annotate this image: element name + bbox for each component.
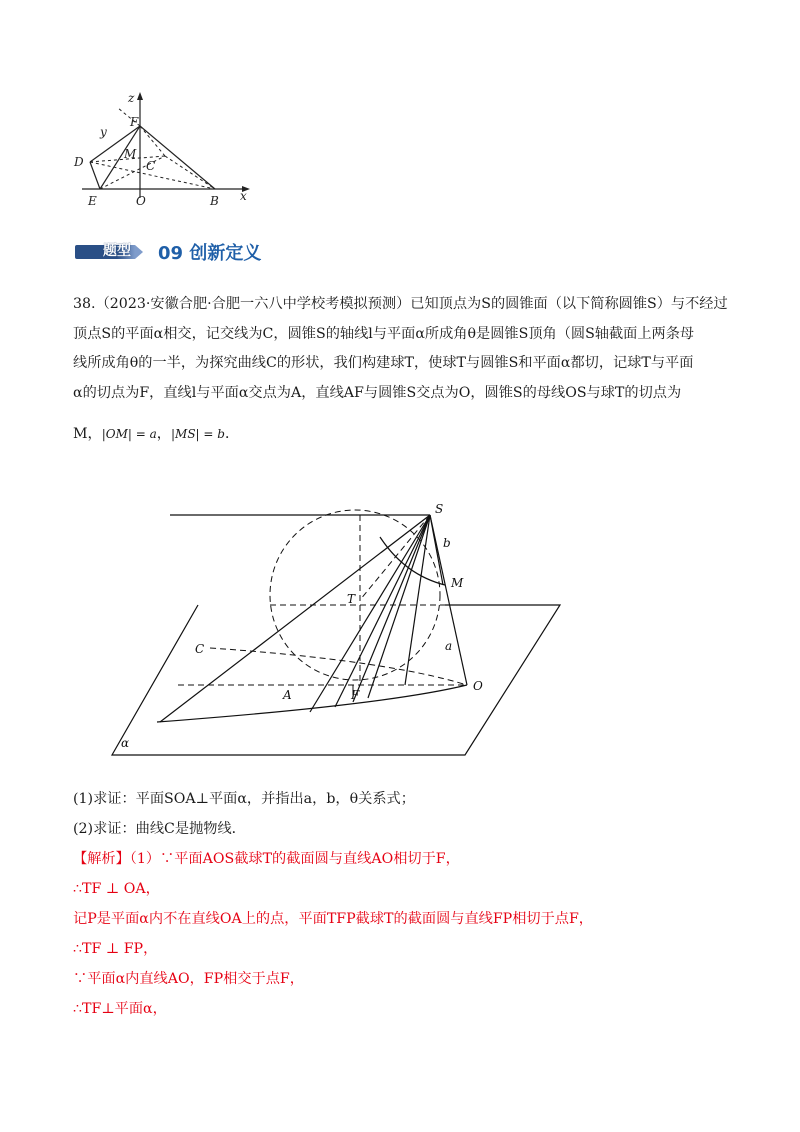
problem-line-5: [73, 420, 733, 450]
fig2-label-C: C: [195, 642, 205, 656]
fig1-label-C: C: [146, 159, 156, 173]
cone-sphere-figure: [85, 495, 570, 765]
formula-om: |OM| = a: [101, 427, 157, 441]
problem-text-5: M，: [73, 426, 102, 442]
fig1-label-D: D: [74, 155, 84, 169]
solution-line-1: 【解析】（1）∵平面AOS截球T的截面圆与直线AO相切于F，: [73, 851, 460, 867]
solution-line-5: ∵平面α内直线AO，FP相交于点F，: [73, 971, 304, 987]
fig1-label-B: B: [210, 194, 219, 208]
fig2-label-a: a: [445, 639, 453, 653]
fig1-label-M: M: [124, 147, 137, 161]
problem-text-1: 已知顶点为S的圆锥面（以下简称圆锥S）与不经过: [410, 296, 728, 312]
fig2-label-b: b: [443, 536, 451, 550]
fig2-label-T: T: [347, 592, 356, 606]
problem-end: ．: [224, 426, 240, 442]
formula-ms: |MS| = b: [170, 427, 225, 441]
problem-line-1: [73, 290, 733, 320]
fig2-label-F: F: [351, 688, 360, 702]
fig1-label-E: E: [88, 194, 97, 208]
axis-figure: [60, 88, 270, 213]
problem-statement: [73, 290, 733, 450]
problem-number: 38.: [73, 296, 96, 312]
fig2-label-O: O: [473, 679, 483, 693]
problem-source: （2023·安徽合肥·合肥一六八中学校考模拟预测）: [95, 296, 411, 312]
question-2: (2)求证：曲线C是抛物线．: [73, 821, 246, 837]
fig1-label-F: F: [130, 115, 139, 129]
fig2-label-S: S: [435, 502, 444, 516]
section-tag: 题型: [103, 243, 131, 259]
fig1-label-O: O: [136, 194, 146, 208]
fig2-label-A: A: [283, 688, 292, 702]
fig1-label-x: x: [240, 189, 247, 203]
section-heading: [75, 237, 261, 267]
problem-line-3: 线所成角θ的一半，为探究曲线C的形状，我们构建球T，使球T与圆锥S和平面α都切，记球T与平面: [73, 355, 694, 371]
separator: ，: [156, 426, 171, 442]
solution-line-6: ∴TF⊥平面α，: [73, 1001, 167, 1017]
fig1-label-y: y: [100, 125, 107, 139]
solution-line-2: ∴TF ⊥ OA，: [73, 881, 160, 897]
section-badge: [75, 245, 135, 259]
fig1-label-z: z: [128, 91, 135, 105]
section-title: 09 创新定义: [158, 243, 262, 264]
question-1: (1)求证：平面SOA⊥平面α，并指出a，b，θ关系式；: [73, 791, 415, 807]
fig2-label-alpha: α: [121, 736, 130, 750]
solution-line-4: ∴TF ⊥ FP，: [73, 941, 158, 957]
problem-line-2: 顶点S的平面α相交，记交线为C，圆锥S的轴线l与平面α所成角θ是圆锥S顶角（圆S轴截面上两条母: [73, 325, 695, 342]
fig2-label-M: M: [451, 576, 464, 590]
problem-line-4: α的切点为F，直线l与平面α交点为A，直线AF与圆锥S交点为O，圆锥S的母线OS与球T的切点为: [73, 384, 682, 401]
solution-line-3: 记P是平面α内不在直线OA上的点，平面TFP截球T的截面圆与直线FP相切于点F，: [73, 911, 593, 927]
